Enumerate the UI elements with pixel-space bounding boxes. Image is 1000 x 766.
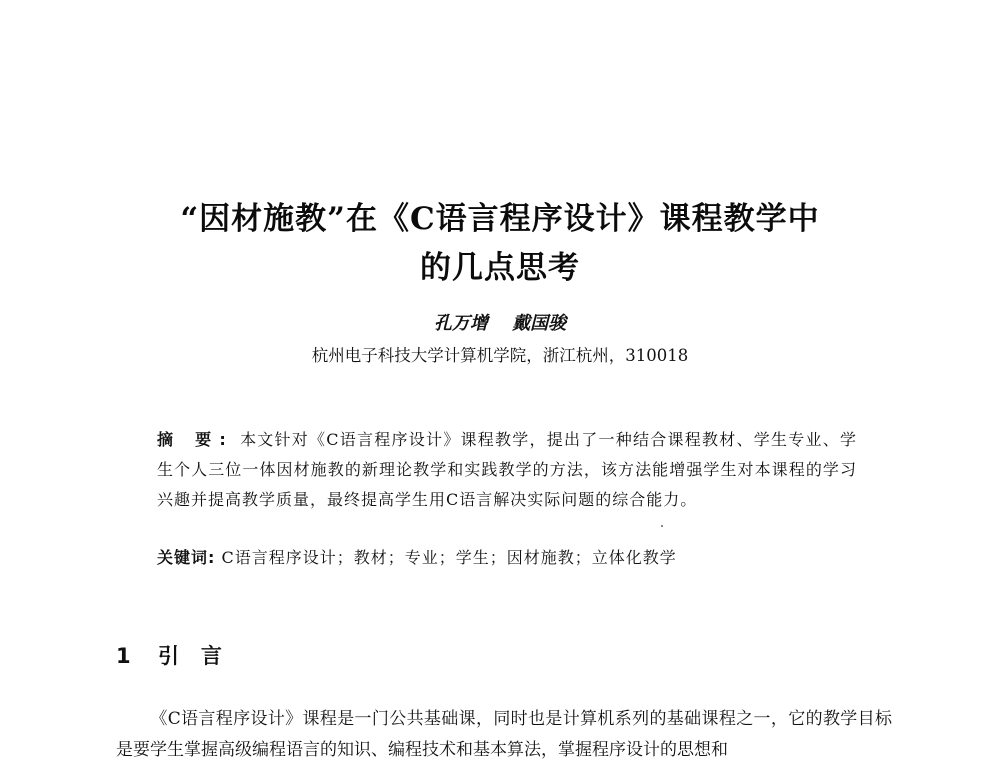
- section-title: 引言: [157, 644, 244, 668]
- abstract-block: [157, 425, 857, 515]
- keywords-text: C语言程序设计；教材；专业；学生；因材施教；立体化教学: [221, 548, 677, 567]
- paper-authors: 孔万增 戴国骏: [433, 313, 567, 334]
- scan-speck: [661, 525, 663, 527]
- keywords-block: [157, 545, 857, 568]
- section-heading: [116, 640, 244, 670]
- body-paragraph: 《C语言程序设计》课程是一门公共基础课，同时也是计算机系列的基础课程之一，它的教学目标是要学生掌握高级编程语言的知识、编程技术和基本算法，掌握程序设计的思想和: [116, 709, 892, 760]
- abstract-text: 本文针对《C语言程序设计》课程教学，提出了一种结合课程教材、学生专业、学生个人三位一体因材施教的新理论教学和实践教学的方法，该方法能增强学生对本课程的学习兴趣并提高教学质量，最终提高学生用C语言解决实际问题的综合能力。: [157, 430, 857, 509]
- paper-title-line-1: “因材施教”在《C语言程序设计》课程教学中: [180, 201, 820, 237]
- paper-title-line-2: 的几点思考: [420, 250, 580, 286]
- paper-affiliation: 杭州电子科技大学计算机学院，浙江杭州，310018: [311, 346, 689, 365]
- body-paragraph-block: [116, 704, 892, 766]
- abstract-label: 摘 要:: [157, 430, 234, 449]
- section-number: 1: [116, 644, 131, 668]
- keywords-label: 关键词:: [157, 548, 216, 567]
